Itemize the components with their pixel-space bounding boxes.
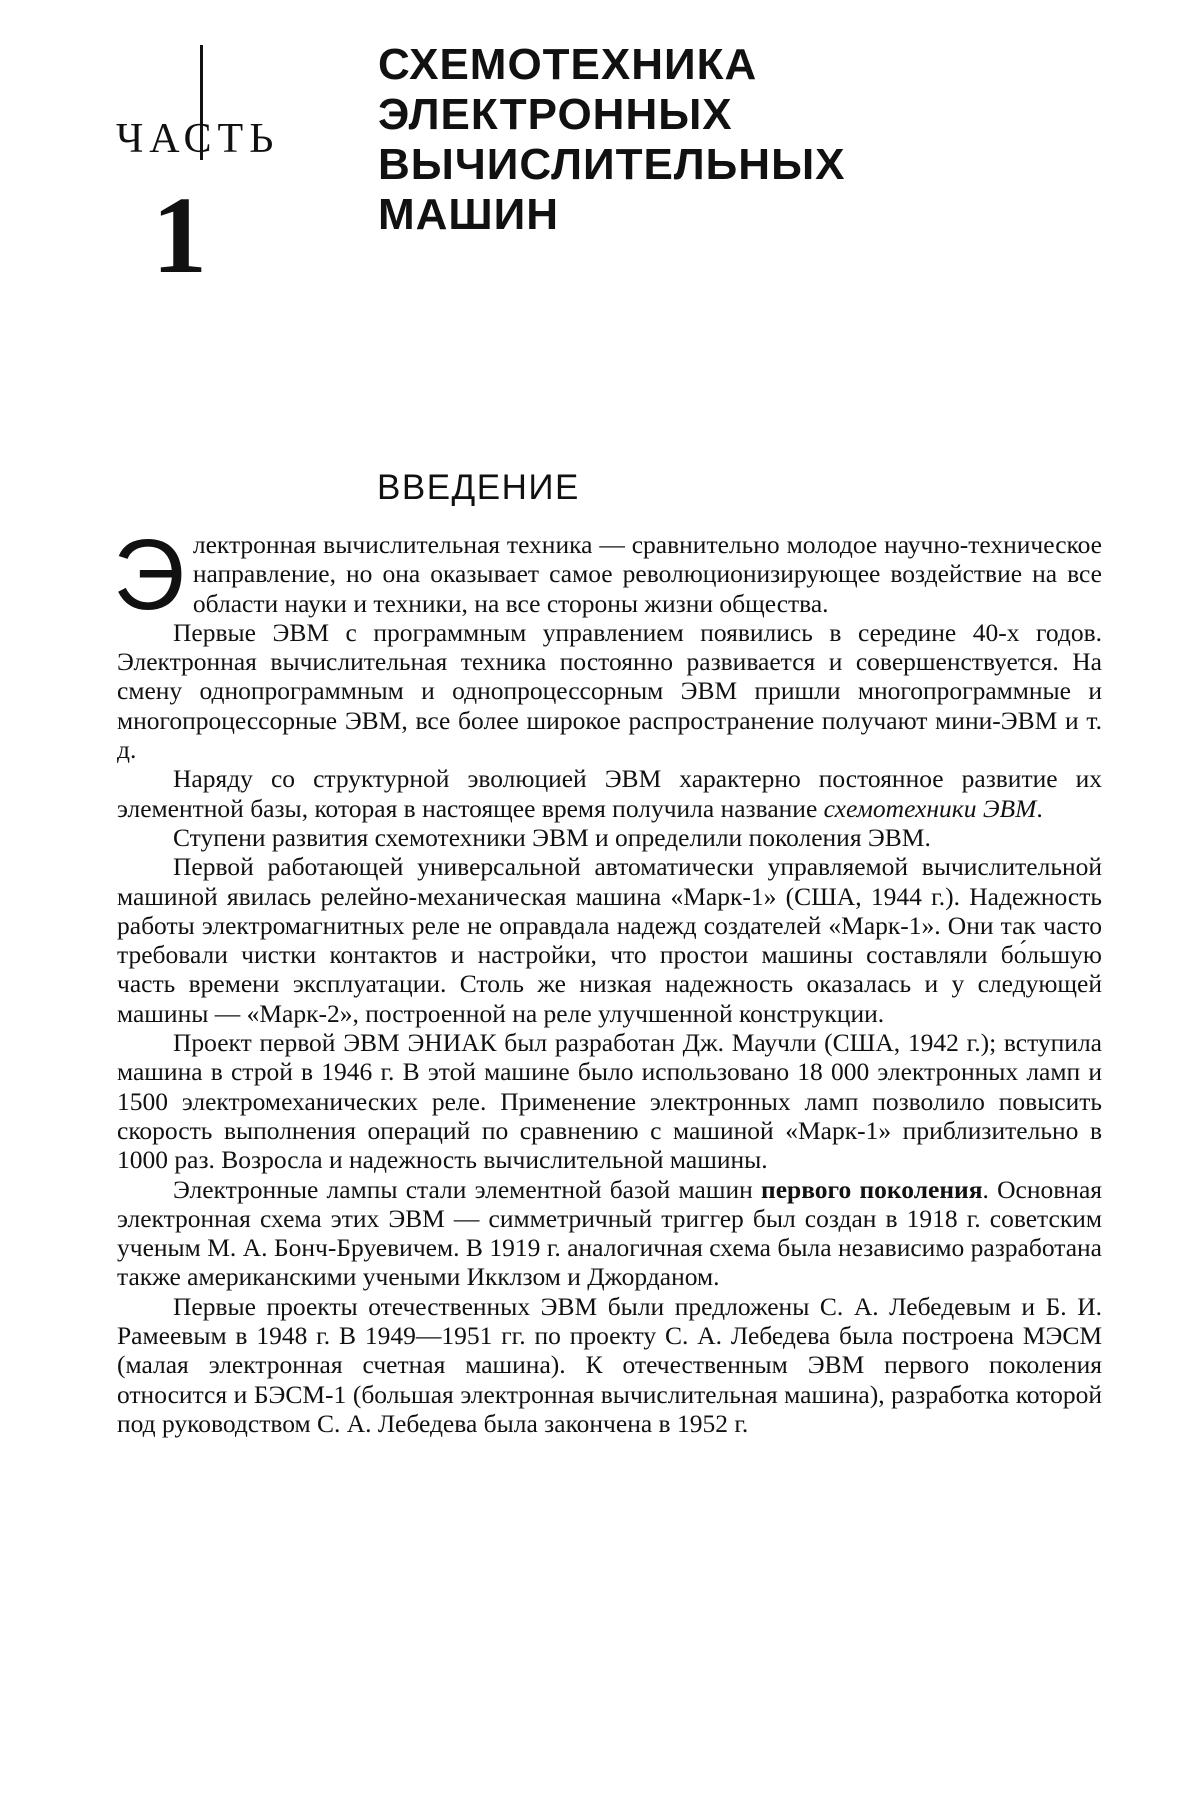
- part-title-line: ВЫЧИСЛИТЕЛЬНЫХ: [378, 140, 846, 189]
- paragraph: [117, 764, 1102, 823]
- paragraph-text: лектронная вычислительная техника — сравнительно молодое научно-техническое направление, но она оказывает самое революционизирующее воздействие на все области науки и техники, на все стороны жизни общества.: [192, 530, 1102, 618]
- paragraph: [113, 519, 1102, 631]
- paragraph: [117, 1175, 1102, 1292]
- paragraph: Ступени развития схемотехники ЭВМ и определили поколения ЭВМ.: [173, 822, 931, 852]
- part-title-line: ЭЛЕКТРОННЫХ: [378, 90, 733, 139]
- part-title-line: СХЕМОТЕХНИКА: [378, 40, 758, 89]
- part-number: 1: [152, 174, 207, 296]
- paragraph: Первой работающей универсальной автоматически управляемой вычислительной машиной явилась релейно-механическая машина «Марк-1» (США, 1944 г.). Надежность работы электромагнитных реле не оправдала надежд создателей «Марк-1». Они так часто требовали чистки контактов и настройки, что простои машины составляли бо́льшую часть времени эксплуатации. Столь же низкая надежность оказалась и у следующей машины — «Марк-2», построенной на реле улучшенной конструкции.: [117, 852, 1102, 1028]
- paragraph: Первые ЭВМ с программным управлением появились в середине 40-х годов. Электронная вычислительная техника постоянно развивается и совершенствуется. На смену однопрограммным и однопроцессорным ЭВМ пришли многопрограммные и многопроцессорные ЭВМ, все более широкое распространение получают мини-ЭВМ и т. д.: [117, 617, 1102, 765]
- body-text: [113, 519, 1102, 1438]
- drop-cap: Э: [113, 519, 185, 631]
- part-title-line: МАШИН: [378, 190, 560, 239]
- part-title: [378, 40, 1078, 240]
- paragraph-text: Электронные лампы стали элементной базой машин: [173, 1174, 762, 1204]
- section-title: ВВЕДЕНИЕ: [377, 468, 580, 507]
- term-emphasis: схемотехники ЭВМ: [823, 793, 1037, 823]
- term-bold: первого поколения: [761, 1174, 983, 1204]
- paragraph-text: Наряду со структурной эволюцией ЭВМ характерно постоянное развитие их элементной базы, которая в настоящее время получила название: [117, 764, 1102, 823]
- paragraph-text: . Основная электронная схема этих ЭВМ — симметричный триггер был создан в 1918 г. советским ученым М. А. Бонч-Бруевичем. В 1919 г. аналогичная схема была независимо разработана также американскими учеными Икклзом и Джорданом.: [117, 1174, 1102, 1292]
- paragraph-text: .: [1036, 793, 1043, 823]
- part-label: ЧАСТЬ: [116, 116, 280, 162]
- paragraph: Проект первой ЭВМ ЭНИАК был разработан Дж. Маучли (США, 1942 г.); вступила машина в строй в 1946 г. В этой машине было использовано 18 000 электронных ламп и 1500 электромеханических реле. Применение электронных ламп позволило повысить скорость выполнения операций по сравнению с машиной «Марк-1» приблизительно в 1000 раз. Возросла и надежность вычислительной машины.: [117, 1028, 1102, 1175]
- paragraph: Первые проекты отечественных ЭВМ были предложены С. А. Лебедевым и Б. И. Рамеевым в 1948 г. В 1949—1951 гг. по проекту С. А. Лебедева была построена МЭСМ (малая электронная счетная машина). К отечественным ЭВМ первого поколения относится и БЭСМ-1 (большая электронная вычислительная машина), разработка которой под руководством С. А. Лебедева была закончена в 1952 г.: [117, 1291, 1102, 1438]
